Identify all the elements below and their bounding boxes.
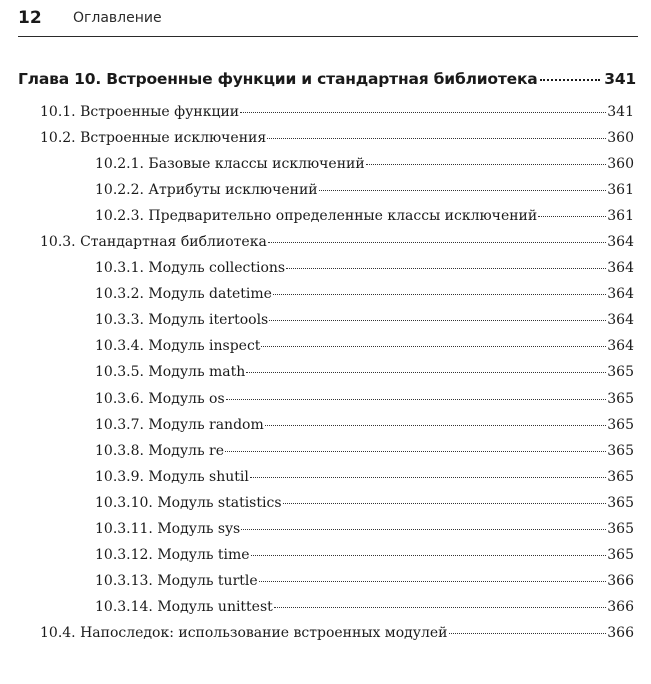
toc-entry-title: 10.3.3. Модуль itertools (95, 312, 269, 329)
toc-entry-page: 366 (607, 572, 634, 589)
toc-entry (0, 391, 634, 417)
chapter-title: Глава 10. Встроенные функции и стандартная библиотека (18, 70, 538, 88)
toc-list (0, 104, 651, 651)
chapter-heading (18, 70, 636, 88)
toc-entry-title: 10.3.5. Модуль math (95, 364, 246, 381)
toc-entry (0, 443, 634, 469)
dot-leader (246, 372, 606, 373)
toc-entry-title: 10.4. Напоследок: использование встроенных модулей (40, 624, 448, 641)
toc-entry-title: 10.3.12. Модуль time (95, 546, 250, 563)
dot-leader (319, 190, 607, 191)
toc-entry (0, 130, 634, 156)
toc-entry (0, 364, 634, 390)
toc-entry-page: 365 (607, 546, 634, 563)
toc-entry (0, 338, 634, 364)
toc-entry-title: 10.3.14. Модуль unittest (95, 598, 273, 615)
toc-entry-page: 364 (607, 234, 634, 251)
toc-entry-page: 360 (607, 130, 634, 147)
toc-entry-page: 365 (607, 364, 634, 381)
toc-entry-page: 364 (607, 260, 634, 277)
toc-entry-page: 361 (607, 182, 634, 199)
toc-entry-page: 366 (607, 624, 634, 641)
toc-entry (0, 521, 634, 547)
toc-entry (0, 417, 634, 443)
toc-entry (0, 260, 634, 286)
toc-entry-title: 10.3. Стандартная библиотека (40, 234, 267, 251)
running-title: Оглавление (73, 10, 162, 26)
dot-leader (540, 79, 601, 81)
dot-leader (273, 294, 606, 295)
toc-entry-title: 10.3.8. Модуль re (95, 442, 224, 459)
toc-entry (0, 312, 634, 338)
toc-entry (0, 547, 634, 573)
toc-entry-page: 365 (607, 494, 634, 511)
toc-entry-page: 365 (607, 416, 634, 433)
toc-entry-page: 361 (607, 208, 634, 225)
dot-leader (269, 320, 606, 321)
toc-entry (0, 286, 634, 312)
toc-entry (0, 182, 634, 208)
toc-entry-page: 366 (607, 598, 634, 615)
toc-entry-page: 365 (607, 468, 634, 485)
toc-entry-title: 10.3.11. Модуль sys (95, 520, 241, 537)
dot-leader (259, 581, 607, 582)
toc-entry-title: 10.3.6. Модуль os (95, 390, 225, 407)
toc-entry-title: 10.2.1. Базовые классы исключений (95, 156, 365, 173)
dot-leader (538, 216, 606, 217)
toc-entry (0, 495, 634, 521)
toc-entry-page: 365 (607, 390, 634, 407)
dot-leader (283, 503, 607, 504)
dot-leader (251, 555, 607, 556)
dot-leader (274, 607, 606, 608)
toc-entry-title: 10.1. Встроенные функции (40, 104, 240, 120)
toc-entry-page: 365 (607, 520, 634, 537)
dot-leader (240, 112, 606, 113)
toc-entry (0, 599, 634, 625)
toc-entry-title: 10.3.9. Модуль shutil (95, 468, 249, 485)
toc-entry (0, 625, 634, 651)
toc-entry-page: 364 (607, 312, 634, 329)
toc-entry-title: 10.3.7. Модуль random (95, 416, 264, 433)
toc-entry-page: 364 (607, 338, 634, 355)
page-number: 12 (18, 8, 42, 28)
toc-entry-title: 10.3.4. Модуль inspect (95, 338, 261, 355)
toc-entry (0, 573, 634, 599)
toc-entry-title: 10.3.10. Модуль statistics (95, 494, 282, 511)
dot-leader (286, 268, 606, 269)
toc-entry-title: 10.3.13. Модуль turtle (95, 572, 258, 589)
dot-leader (250, 477, 606, 478)
dot-leader (366, 164, 607, 165)
toc-entry-page: 360 (607, 156, 634, 173)
dot-leader (225, 451, 606, 452)
toc-entry-title: 10.3.2. Модуль datetime (95, 286, 272, 303)
dot-leader (267, 138, 606, 139)
toc-entry-page: 365 (607, 442, 634, 459)
dot-leader (261, 346, 606, 347)
dot-leader (268, 242, 606, 243)
toc-entry-page: 364 (607, 286, 634, 303)
chapter-page: 341 (604, 70, 636, 88)
toc-entry (0, 208, 634, 234)
page-header (18, 6, 638, 37)
dot-leader (449, 633, 607, 634)
toc-entry (0, 469, 634, 495)
dot-leader (226, 399, 607, 400)
toc-entry (0, 104, 634, 130)
toc-entry-title: 10.3.1. Модуль collections (95, 260, 286, 277)
toc-entry-title: 10.2.2. Атрибуты исключений (95, 182, 318, 199)
toc-entry-page: 341 (607, 104, 634, 120)
dot-leader (265, 425, 607, 426)
toc-entry (0, 234, 634, 260)
dot-leader (241, 529, 606, 530)
toc-entry (0, 156, 634, 182)
toc-entry-title: 10.2.3. Предварительно определенные классы исключений (95, 208, 538, 225)
toc-entry-title: 10.2. Встроенные исключения (40, 130, 267, 147)
